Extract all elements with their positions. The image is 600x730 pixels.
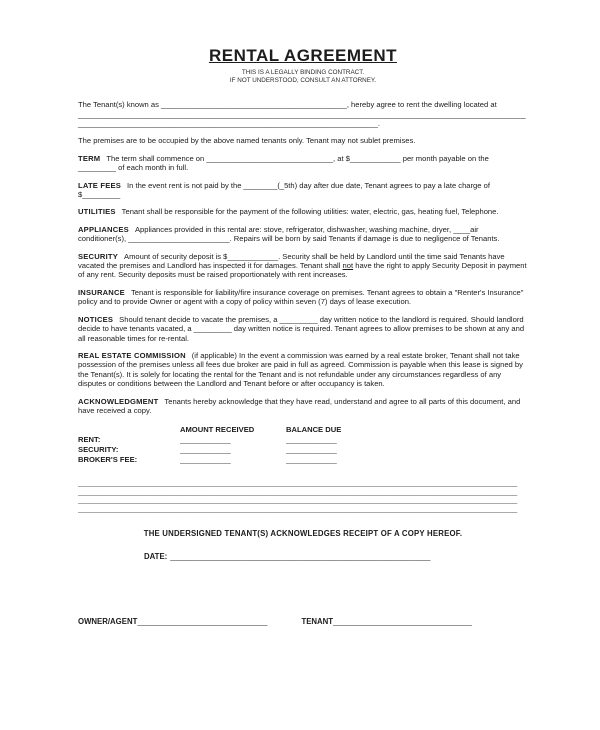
date-label: DATE: <box>144 552 168 562</box>
column-header-amount-received: AMOUNT RECEIVED <box>180 425 255 435</box>
section-premises <box>78 136 528 145</box>
security-text-before: Amount of security deposit is $____________. Security shall be held by Landlord until the time said Tenants have vacated the premises and Landlord has inspected it for damages. Tenant shall <box>78 251 505 271</box>
appliances-text: Appliances provided in this rental are: stove, refrigerator, dishwasher, washing machine, dryer, ____air conditioner(s), ________________________. Repairs will be born by said Tenants if damage is due to negligence of Tenants. <box>78 224 500 244</box>
section-security <box>78 252 528 280</box>
tenant-label: TENANT <box>301 617 334 627</box>
blank-ruled-lines <box>78 479 528 513</box>
ruled-line: ________________________________________________________________________________________________________ <box>78 496 518 505</box>
signature-row <box>78 617 528 626</box>
date-line <box>144 552 528 561</box>
intro-text: The Tenant(s) known as ____________________________________________, hereby agree to rent the dwelling located at _________________________________________________________________________________________________________________________________________________________________________________. <box>78 100 526 128</box>
late-fees-label: LATE FEES <box>78 180 122 190</box>
commission-label: REAL ESTATE COMMISSION <box>78 350 186 360</box>
section-appliances <box>78 225 528 244</box>
acknowledgment-label: ACKNOWLEDGMENT <box>78 396 159 406</box>
row-label: BROKER'S FEE: <box>78 455 138 465</box>
section-utilities <box>78 207 528 216</box>
term-text: The term shall commence on ______________________________, at $____________ per month payable on the _________ of each month in full. <box>78 153 489 173</box>
payment-table <box>78 425 528 465</box>
section-intro <box>78 100 528 128</box>
commission-text: (if applicable) In the event a commission was earned by a real estate broker, Tenant shall not take possession of the premises unless all fees due broker are paid in full as agreed. Commission is payable when this lease is signed by the Tenant(s). It is solely for locating the rental for the Tenant and is not refundable under any circumstances regardless of any disputes or conditions between the Landlord and Tenant before or after occupancy is taken. <box>78 350 523 389</box>
late-fees-text: In the event rent is not paid by the ________(_5th) day after due date, Tenant agrees to pay a late charge of $_________ <box>78 180 490 200</box>
balance-due-blank: ____________ <box>286 445 337 455</box>
balance-due-blank: ____________ <box>286 455 337 465</box>
document-title: RENTAL AGREEMENT <box>208 46 398 65</box>
ruled-line: ________________________________________________________________________________________________________ <box>78 487 518 496</box>
balance-due-blank: ____________ <box>286 435 337 445</box>
section-insurance <box>78 288 528 307</box>
section-late-fees <box>78 181 528 200</box>
table-row-brokers-fee <box>78 455 528 465</box>
header-spacer <box>78 425 180 435</box>
table-row-security <box>78 445 528 455</box>
term-label: TERM <box>78 153 101 163</box>
owner-agent-label: OWNER/AGENT <box>78 617 138 627</box>
section-acknowledgment <box>78 397 528 416</box>
tenant-signature <box>301 617 471 626</box>
utilities-label: UTILITIES <box>78 207 116 217</box>
column-header-balance-due: BALANCE DUE <box>286 425 342 435</box>
section-term <box>78 154 528 173</box>
ruled-line: ________________________________________________________________________________________________________ <box>78 479 518 488</box>
owner-agent-signature <box>78 617 267 626</box>
security-text-after: have the right to apply Security Deposit in payment of any rent. Security deposits must be raised proportionately with rent increases. <box>78 261 527 280</box>
subtitle-line-2: IF NOT UNDERSTOOD, CONSULT AN ATTORNEY. <box>229 76 377 84</box>
security-underlined-word: not <box>342 261 354 271</box>
tenant-blank: ________________________________ <box>333 617 472 627</box>
ruled-line: ________________________________________________________________________________________________________ <box>78 504 518 513</box>
table-row-rent <box>78 435 528 445</box>
owner-agent-blank: ______________________________ <box>137 617 268 627</box>
amount-received-blank: ____________ <box>180 445 231 455</box>
utilities-text: Tenant shall be responsible for the payment of the following utilities: water, electric, gas, heating fuel, Telephone. <box>121 207 499 217</box>
amount-received-blank: ____________ <box>180 435 231 445</box>
row-label: SECURITY: <box>78 445 119 455</box>
security-label: SECURITY <box>78 251 118 261</box>
premises-text: The premises are to be occupied by the above named tenants only. Tenant may not sublet premises. <box>78 136 416 146</box>
payment-table-header <box>78 425 528 435</box>
notices-text: Should tenant decide to vacate the premises, a _________ day written notice to the landlord is required. Should landlord decide to have tenants vacated, a _________ day written notice is required. Tenant agrees to allow premises to be shown at any and all reasonable times for re-rental. <box>78 314 525 343</box>
insurance-text: Tenant is responsible for liability/fire insurance coverage on premises. Tenant agrees to obtain a "Renter's Insurance" policy and to provide Owner or agent with a copy of policy within seven (7) days of lease execution. <box>78 287 524 307</box>
acknowledgment-text: Tenants hereby acknowledge that they have read, understand and agree to all parts of this document, and have received a copy. <box>78 396 521 415</box>
document-subtitle <box>78 69 528 84</box>
subtitle-line-1: THIS IS A LEGALLY BINDING CONTRACT. <box>241 69 365 76</box>
section-real-estate-commission <box>78 351 528 389</box>
amount-received-blank: ____________ <box>180 455 231 465</box>
row-label: RENT: <box>78 435 101 445</box>
appliances-label: APPLIANCES <box>78 224 129 234</box>
insurance-label: INSURANCE <box>78 287 125 297</box>
undersigned-acknowledgment-statement: THE UNDERSIGNED TENANT(S) ACKNOWLEDGES RECEIPT OF A COPY HEREOF. <box>143 529 463 539</box>
section-notices <box>78 315 528 343</box>
date-blank: ____________________________________________________________ <box>170 552 431 562</box>
notices-label: NOTICES <box>78 314 114 324</box>
